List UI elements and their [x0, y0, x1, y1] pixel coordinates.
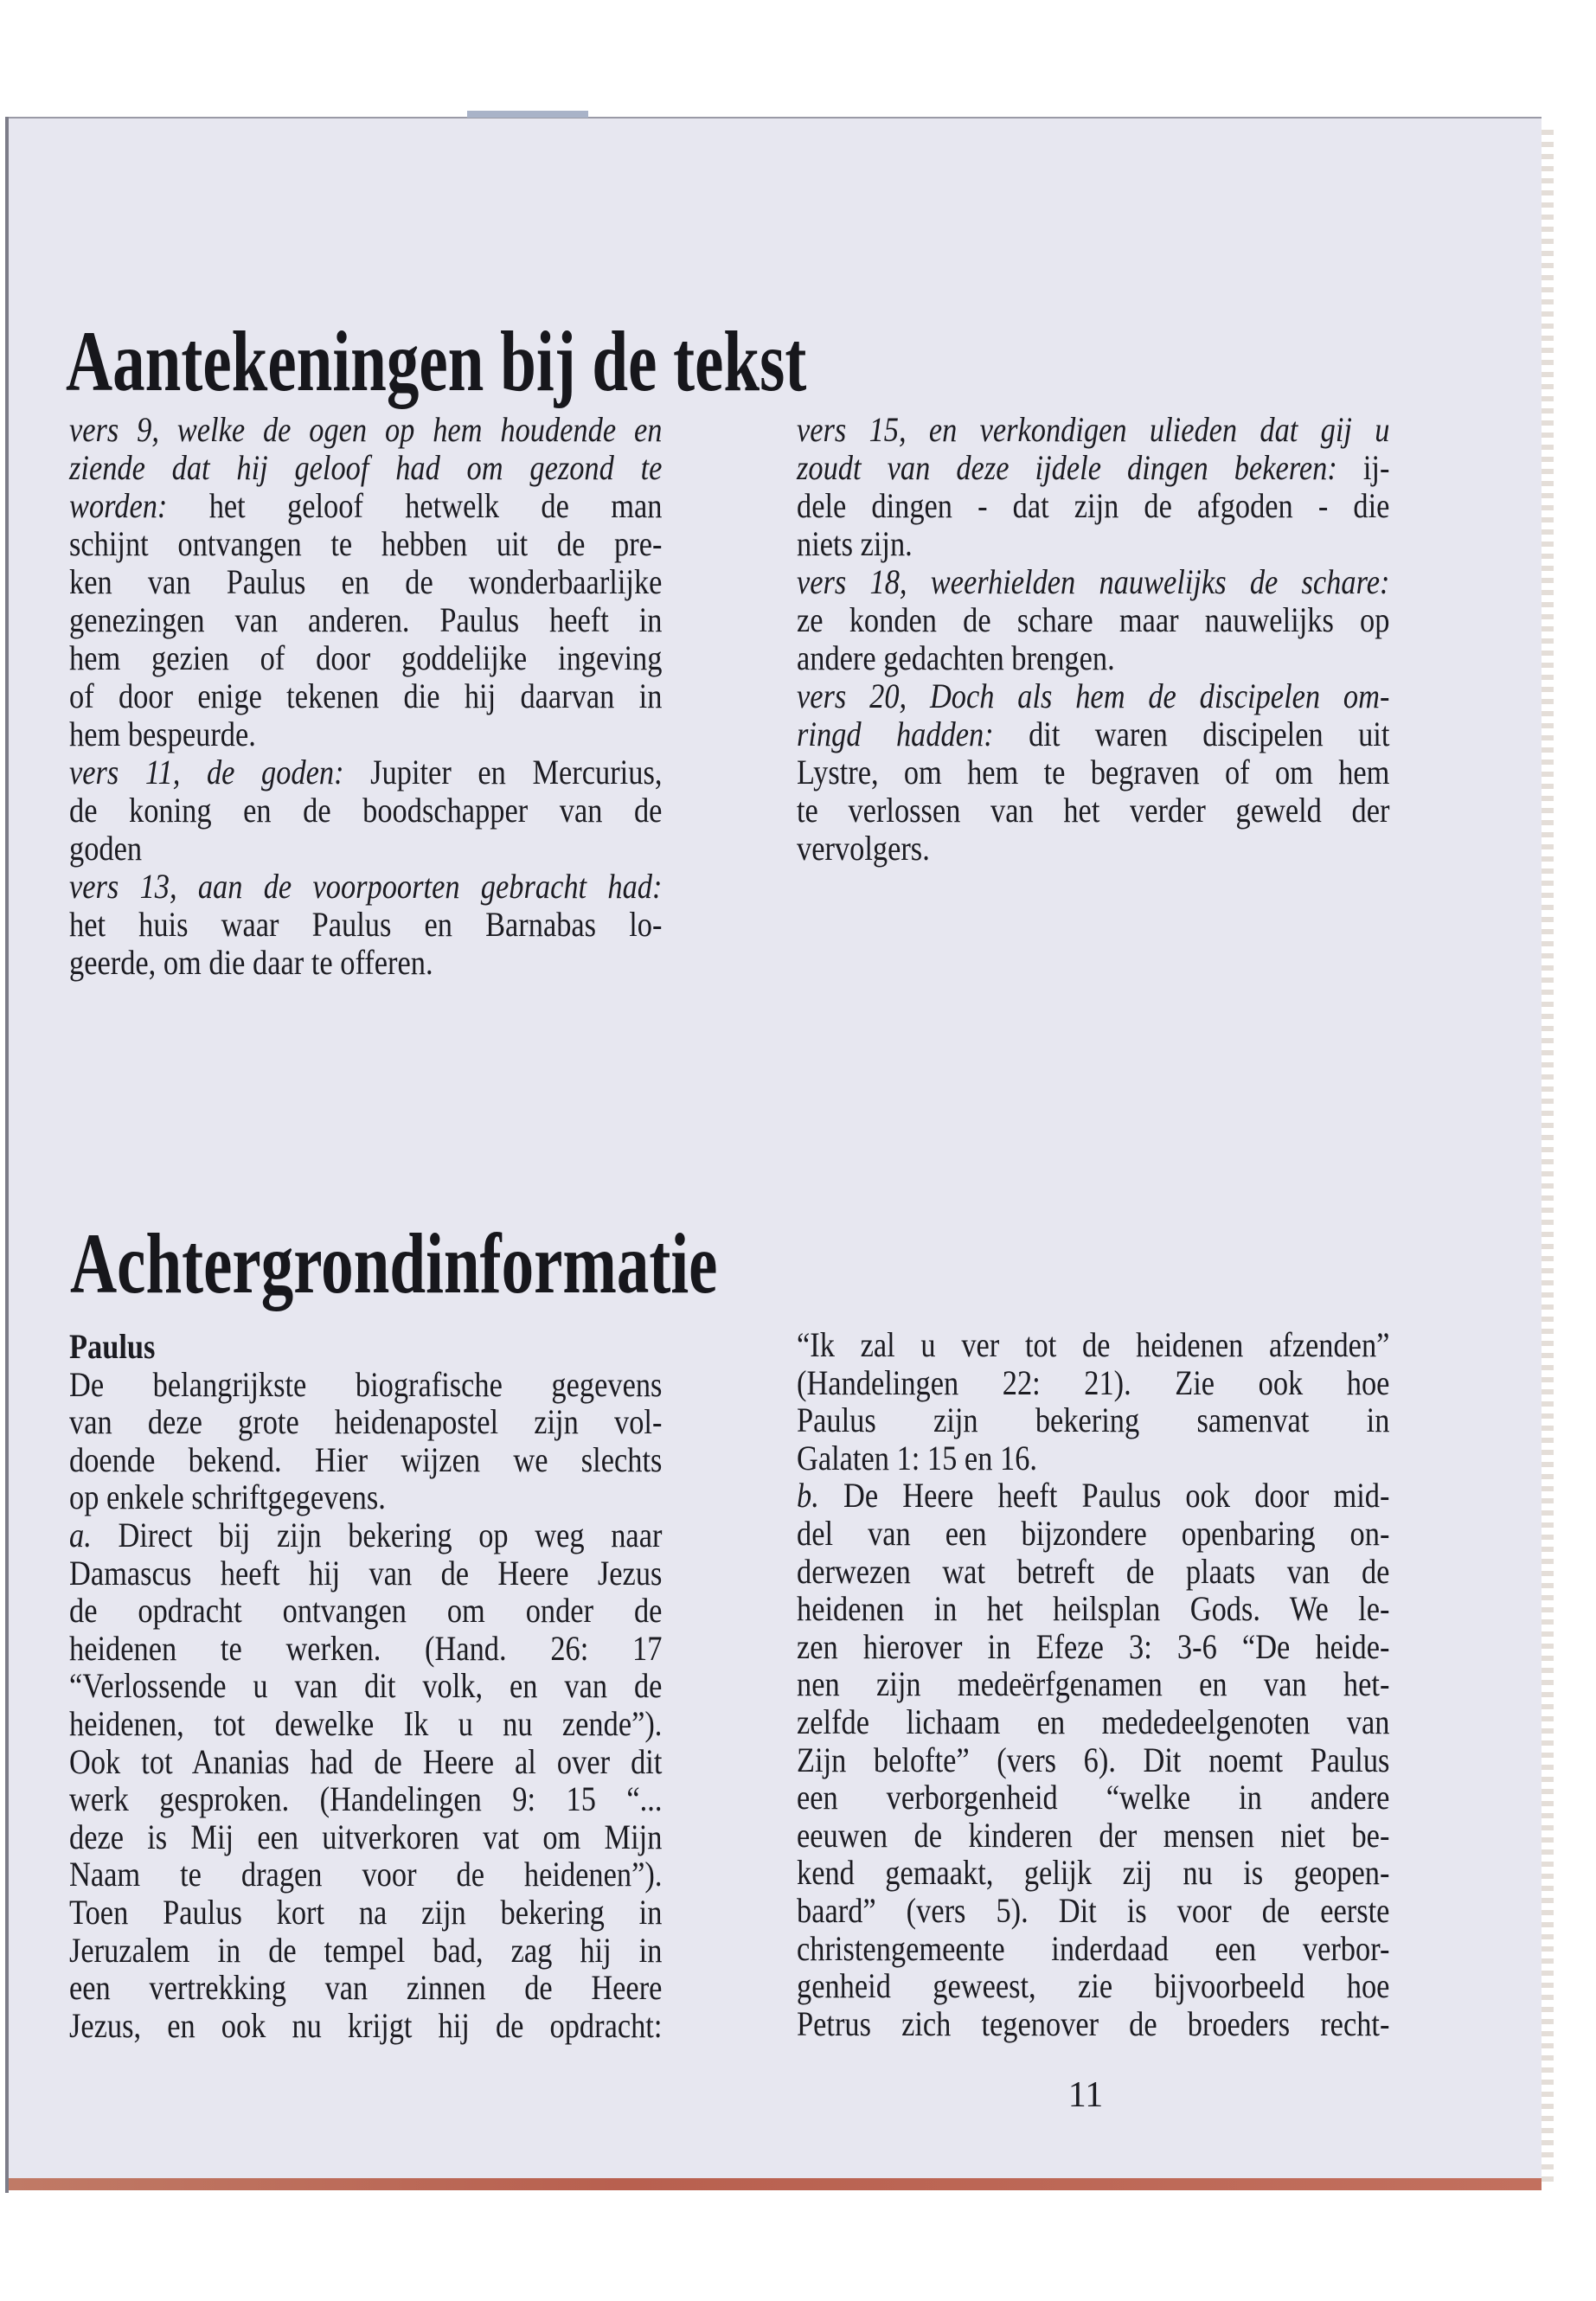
roman-run: dele dingen - dat zijn de afgoden - die [797, 486, 1390, 525]
roman-run: De belangrijkste biografische gegevens [69, 1364, 663, 1404]
roman-run: zen hierover in Efeze 3: 3-6 “De heide- [797, 1626, 1390, 1666]
roman-run: Lystre, om hem te begraven of om hem [797, 753, 1390, 792]
italic-run: ziende dat hij geloof had om gezond te [69, 448, 663, 487]
text-line [797, 1892, 1389, 1930]
roman-run: Zijn belofte” (vers 6). Dit noemt Paulus [797, 1740, 1390, 1779]
text-line [69, 563, 662, 601]
text-line [797, 1477, 1389, 1515]
roman-run: van deze grote heidenapostel zijn vol- [69, 1402, 663, 1442]
roman-run: christengemeente inderdaad een verbor- [797, 1928, 1390, 1968]
roman-run: werk gesproken. (Handelingen 9: 15 “... [69, 1779, 663, 1819]
text-line [797, 487, 1389, 525]
text-line [797, 1590, 1389, 1628]
text-line [797, 1515, 1389, 1553]
text-line [69, 1705, 662, 1743]
roman-run: eeuwen de kinderen der mensen niet be- [797, 1815, 1390, 1855]
text-line [797, 449, 1389, 487]
text-line [797, 1439, 1389, 1477]
text-line [797, 1628, 1389, 1666]
roman-run: heidenen, tot dewelke Ik u nu zende”). [69, 1703, 663, 1743]
roman-run: schijnt ontvangen te hebben uit de pre- [69, 524, 663, 563]
roman-run: Damascus heeft hij van de Heere Jezus [69, 1553, 663, 1593]
roman-run: of door enige tekenen die hij daarvan in [69, 676, 663, 715]
text-line [69, 753, 662, 792]
text-line [797, 1326, 1389, 1364]
text-line [797, 1665, 1389, 1703]
italic-run: worden: [69, 486, 168, 525]
text-line [797, 677, 1389, 715]
text-line [69, 601, 662, 639]
roman-run: kend gemaakt, gelijk zij nu is geopen- [797, 1853, 1390, 1893]
bold-run: Paulus [69, 1327, 156, 1366]
roman-run: nen zijn medeërfgenamen en van het- [797, 1664, 1390, 1704]
roman-run: Naam te dragen voor de heidenen”). [69, 1855, 663, 1894]
italic-run: a. [69, 1515, 92, 1554]
text-line [69, 1818, 662, 1856]
roman-run: te verlossen van het verder geweld der [797, 791, 1390, 830]
roman-run: Galaten 1: 15 en 16. [797, 1438, 1037, 1477]
text-line [797, 639, 1389, 677]
roman-run: heidenen in het heilsplan Gods. We le- [797, 1589, 1390, 1629]
roman-run: De Heere heeft Paulus ook door mid- [818, 1476, 1390, 1516]
italic-run: vers 11, de goden: [69, 753, 344, 792]
roman-run: Toen Paulus kort na zijn bekering in [69, 1892, 663, 1932]
text-line [797, 563, 1389, 601]
text-line [69, 1780, 662, 1818]
text-line [69, 1969, 662, 2007]
roman-run: doende bekend. Hier wijzen we slechts [69, 1439, 663, 1479]
notes-heading: Aantekeningen bij de tekst [66, 313, 807, 409]
text-line [69, 1328, 662, 1366]
text-line [69, 792, 662, 830]
text-line [69, 1667, 662, 1705]
roman-run: (Handelingen 22: 21). Zie ook hoe [797, 1362, 1390, 1402]
roman-run: geerde, om die daar te offeren. [69, 943, 433, 982]
roman-run: op enkele schriftgegevens. [69, 1477, 386, 1517]
text-line [69, 525, 662, 563]
italic-run: vers 13, aan de voorpoorten gebracht had: [69, 867, 663, 906]
text-line [797, 1854, 1389, 1892]
roman-run: “Verlossende u van dit volk, en van de [69, 1666, 663, 1706]
text-line [69, 944, 662, 982]
text-line [69, 1856, 662, 1894]
text-line [69, 1366, 662, 1404]
roman-run: Direct bij zijn bekering op weg naar [91, 1515, 663, 1554]
italic-run: ringd hadden: [797, 715, 994, 753]
roman-run: goden [69, 829, 143, 868]
text-line [797, 792, 1389, 830]
text-line [69, 715, 662, 753]
text-line [69, 2007, 662, 2045]
text-line [69, 487, 662, 525]
roman-run: het huis waar Paulus en Barnabas lo- [69, 905, 663, 944]
roman-run: deze is Mij een uitverkoren vat om Mijn [69, 1817, 663, 1856]
italic-run: b. [797, 1476, 819, 1516]
text-line [69, 1478, 662, 1516]
italic-run: vers 20, Doch als hem de discipelen om- [797, 676, 1390, 715]
roman-run: baard” (vers 5). Dit is voor de eerste [797, 1890, 1390, 1930]
roman-run: vervolgers. [797, 829, 930, 868]
text-line [69, 1516, 662, 1554]
roman-run: de koning en de boodschapper van de [69, 791, 663, 830]
roman-run: Petrus zich tegenover de broeders recht- [797, 2003, 1390, 2043]
text-line [69, 830, 662, 868]
roman-run: derwezen wat betreft de plaats van de [797, 1551, 1390, 1591]
roman-run: andere gedachten brengen. [797, 638, 1115, 677]
roman-run: del van een bijzondere openbaring on- [797, 1513, 1390, 1553]
text-line [797, 753, 1389, 792]
text-line [69, 1441, 662, 1479]
text-line [797, 1553, 1389, 1591]
text-line [797, 525, 1389, 563]
italic-run: vers 18, weerhielden nauwelijks de schare: [797, 562, 1390, 601]
roman-run: ze konden de schare maar nauwelijks op [797, 600, 1390, 639]
roman-run: heidenen te werken. (Hand. 26: 17 [69, 1628, 663, 1668]
background-right-column [797, 1326, 1389, 2042]
page-bottom-edge [9, 2178, 1542, 2190]
text-line [69, 1403, 662, 1441]
roman-run: een verborgenheid “welke in andere [797, 1778, 1390, 1817]
text-line [69, 449, 662, 487]
text-line [797, 1364, 1389, 1402]
text-line [797, 1779, 1389, 1817]
roman-run: hem bespeurde. [69, 715, 256, 753]
italic-run: vers 15, en verkondigen ulieden dat gij u [797, 410, 1390, 449]
text-line [69, 1592, 662, 1630]
text-line [69, 1630, 662, 1668]
roman-run: “Ik zal u ver tot de heidenen afzenden” [797, 1325, 1390, 1364]
text-line [69, 1894, 662, 1932]
roman-run: een vertrekking van zinnen de Heere [69, 1968, 663, 2008]
roman-run: ij- [1336, 448, 1390, 487]
text-line [797, 1703, 1389, 1741]
text-line [797, 1967, 1389, 2005]
text-line [69, 1554, 662, 1593]
italic-run: zoudt van deze ijdele dingen bekeren: [797, 448, 1337, 487]
text-line [69, 868, 662, 906]
italic-run: vers 9, welke de ogen op hem houdende en [69, 410, 663, 449]
text-line [797, 830, 1389, 868]
text-line [797, 1401, 1389, 1439]
roman-run: Jupiter en Mercurius, [343, 753, 663, 792]
page-top-edge-mark [467, 111, 588, 118]
background-heading: Achtergrondinformatie [70, 1215, 718, 1311]
roman-run: niets zijn. [797, 524, 913, 563]
roman-run: het geloof hetwelk de man [167, 486, 663, 525]
text-line [797, 1741, 1389, 1779]
text-line [797, 1817, 1389, 1855]
text-line [69, 677, 662, 715]
background-left-column [69, 1328, 662, 2044]
text-line [69, 639, 662, 677]
roman-run: dit waren discipelen uit [993, 715, 1390, 753]
page-right-edge [1542, 130, 1554, 2189]
text-line [69, 1743, 662, 1781]
text-line [797, 2005, 1389, 2043]
roman-run: de opdracht ontvangen om onder de [69, 1591, 663, 1631]
roman-run: genheid geweest, zie bijvoorbeeld hoe [797, 1966, 1390, 2006]
roman-run: genezingen van anderen. Paulus heeft in [69, 600, 663, 639]
page-number: 11 [1067, 2075, 1104, 2115]
text-line [797, 1930, 1389, 1968]
roman-run: Paulus zijn bekering samenvat in [797, 1400, 1390, 1440]
text-line [797, 411, 1389, 449]
roman-run: hem gezien of door goddelijke ingeving [69, 638, 663, 677]
notes-left-column [69, 411, 662, 982]
roman-run: Jeruzalem in de tempel bad, zag hij in [69, 1930, 663, 1970]
text-line [797, 715, 1389, 753]
roman-run: zelfde lichaam en mededeelgenoten van [797, 1702, 1390, 1741]
text-line [797, 601, 1389, 639]
notes-right-column [797, 411, 1389, 868]
text-line [69, 411, 662, 449]
roman-run: ken van Paulus en de wonderbaarlijke [69, 562, 663, 601]
text-line [69, 1932, 662, 1970]
text-line [69, 906, 662, 944]
roman-run: Jezus, en ook nu krijgt hij de opdracht: [69, 2005, 663, 2045]
roman-run: Ook tot Ananias had de Heere al over dit [69, 1741, 663, 1781]
